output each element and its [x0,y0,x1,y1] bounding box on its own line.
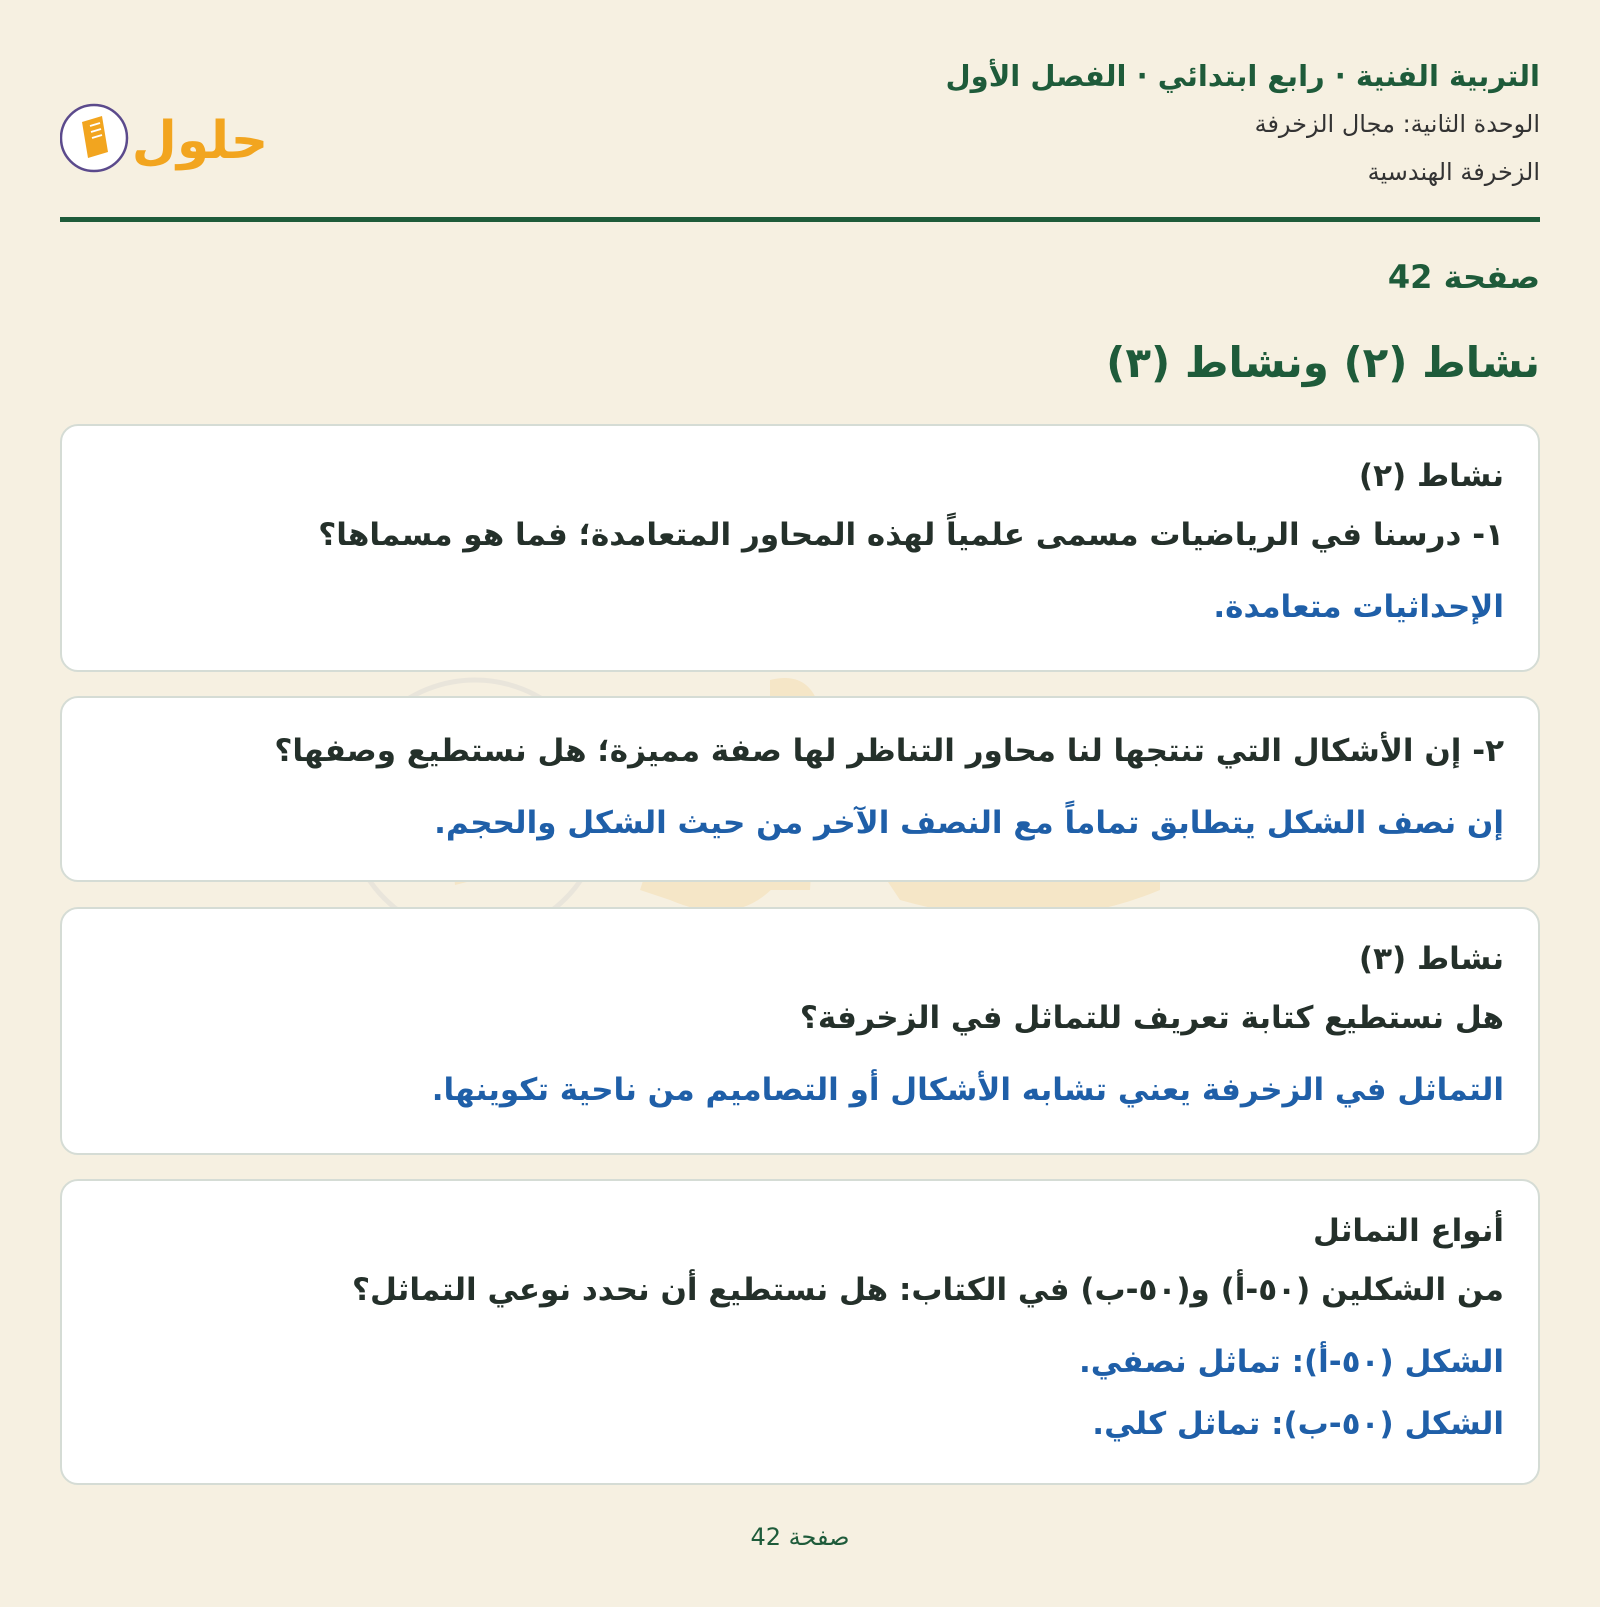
activity-card-1 [60,424,1540,672]
unit-line: الوحدة الثانية: مجال الزخرفة [1254,110,1540,138]
question-text: ١- درسنا في الرياضيات مسمى علمياً لهذه المحاور المتعامدة؛ فما هو مسماها؟ [318,517,1504,553]
activity-card-3 [60,907,1540,1155]
card-heading: نشاط (٢) [1358,458,1504,494]
card-heading: نشاط (٣) [1358,941,1504,977]
answer-text-1: الشكل (٥٠-أ): تماثل نصفي. [1079,1344,1504,1380]
section-title: نشاط (٢) ونشاط (٣) [1106,338,1540,387]
page-number-heading: صفحة 42 [1387,258,1540,296]
question-text: ٢- إن الأشكال التي تنتجها لنا محاور التناظر لها صفة مميزة؛ هل نستطيع وصفها؟ [274,733,1504,769]
header-text [946,52,1541,196]
footer-page-number: صفحة 42 [750,1523,850,1551]
lesson-line: الزخرفة الهندسية [1367,158,1540,186]
answer-text: التماثل في الزخرفة يعني تشابه الأشكال أو التصاميم من ناحية تكوينها. [431,1072,1504,1108]
symmetry-types-card [60,1179,1540,1485]
question-text: هل نستطيع كتابة تعريف للتماثل في الزخرفة؟ [799,1000,1504,1036]
page [60,0,1540,1607]
site-logo [60,92,290,182]
activity-card-2 [60,696,1540,882]
answer-text: إن نصف الشكل يتطابق تماماً مع النصف الآخر من حيث الشكل والحجم. [434,805,1504,841]
subject-title: التربية الفنية · رابع ابتدائي · الفصل الأول [945,59,1540,93]
header [60,52,1540,222]
answer-text: الإحداثيات متعامدة. [1213,589,1504,625]
logo-text: حلول [131,111,269,171]
question-text: من الشكلين (٥٠-أ) و(٥٠-ب) في الكتاب: هل نستطيع أن نحدد نوعي التماثل؟ [352,1272,1504,1308]
answer-text-2: الشكل (٥٠-ب): تماثل كلي. [1092,1406,1504,1442]
card-heading: أنواع التماثل [1313,1213,1504,1249]
header-divider [60,217,1540,222]
